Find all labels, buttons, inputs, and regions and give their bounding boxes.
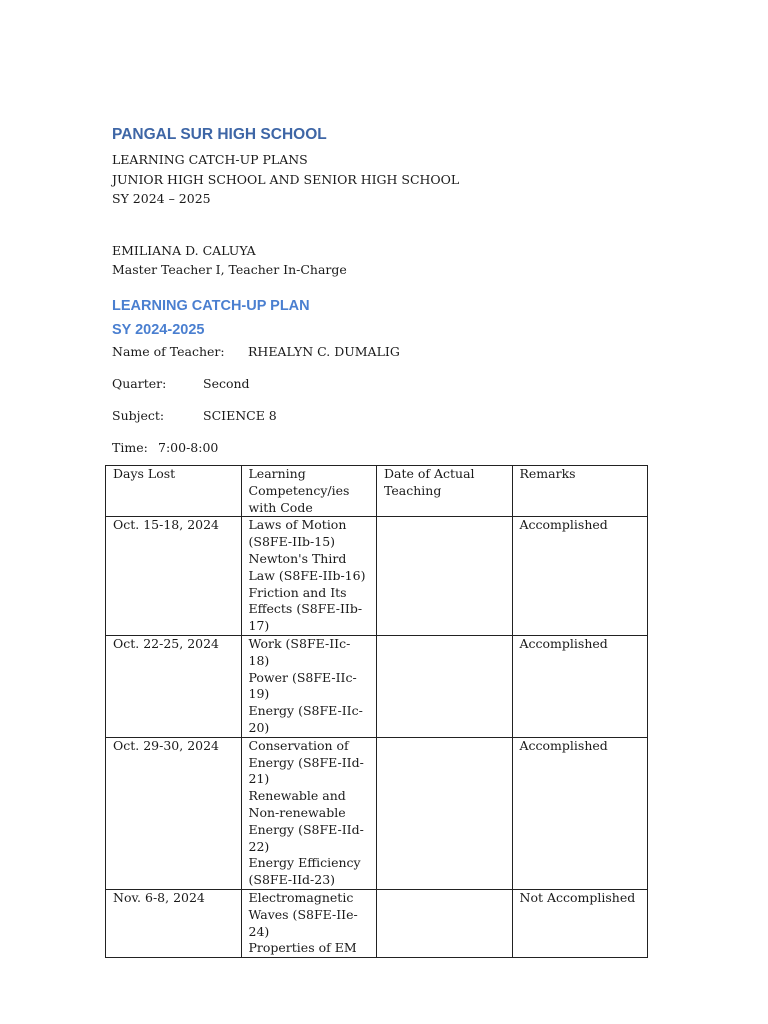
date-teaching-cell — [377, 517, 513, 636]
table-header-row — [106, 466, 648, 517]
header-remarks: Remarks — [512, 466, 648, 517]
person-name: EMILIANA D. CALUYA — [112, 242, 256, 258]
table-row — [106, 517, 648, 636]
subject-field — [112, 406, 652, 425]
competency-item: Power (S8FE-IIc-19) — [248, 669, 357, 702]
days-lost-cell: Oct. 22-25, 2024 — [106, 635, 242, 737]
quarter-value: Second — [203, 375, 250, 391]
header-competency: Learning Competency/ies with Code — [241, 466, 377, 517]
teacher-label: Name of Teacher: — [112, 343, 225, 359]
remarks-cell: Not Accomplished — [512, 889, 648, 957]
competency-item: Work (S8FE-IIc-18) — [248, 635, 351, 668]
competency-item: Newton's Third Law (S8FE-IIb-16) — [248, 550, 366, 583]
subject-value: SCIENCE 8 — [203, 407, 277, 423]
time-label: Time: — [112, 439, 148, 455]
competency-item: Properties of EM — [248, 940, 357, 956]
document-page — [112, 124, 652, 470]
quarter-label: Quarter: — [112, 375, 167, 391]
date-teaching-cell — [377, 889, 513, 957]
days-lost-cell: Oct. 29-30, 2024 — [106, 737, 242, 889]
days-lost-cell: Oct. 15-18, 2024 — [106, 517, 242, 636]
competency-cell — [241, 737, 377, 889]
plan-heading: LEARNING CATCH-UP PLAN — [112, 297, 310, 314]
competency-item: Friction and Its Effects (S8FE-IIb-17) — [248, 584, 363, 634]
days-lost-cell: Nov. 6-8, 2024 — [106, 889, 242, 957]
competency-cell — [241, 889, 377, 957]
remarks-cell: Accomplished — [512, 635, 648, 737]
remarks-cell: Accomplished — [512, 517, 648, 636]
school-name: PANGAL SUR HIGH SCHOOL — [112, 126, 327, 143]
header-days-lost: Days Lost — [106, 466, 242, 517]
competency-item: Laws of Motion (S8FE-IIb-15) — [248, 517, 347, 550]
teacher-value: RHEALYN C. DUMALIG — [248, 343, 400, 359]
header-date-teaching: Date of Actual Teaching — [377, 466, 513, 517]
table-row — [106, 635, 648, 737]
teacher-field — [112, 342, 652, 361]
subject-label: Subject: — [112, 407, 165, 423]
competency-item: Renewable and Non-renewable Energy (S8FE-IId-22) — [248, 788, 364, 854]
competency-item: Electromagnetic Waves (S8FE-IIe-24) — [248, 889, 358, 939]
person-title: Master Teacher I, Teacher In-Charge — [112, 262, 347, 277]
competency-item: Energy (S8FE-IIc-20) — [248, 703, 363, 735]
time-value: 7:00-8:00 — [158, 439, 219, 455]
competency-cell — [241, 517, 377, 636]
catch-up-table — [105, 465, 648, 958]
competency-item: Conservation of Energy (S8FE-IId-21) — [248, 737, 364, 787]
header-line-levels: JUNIOR HIGH SCHOOL AND SENIOR HIGH SCHOOL — [112, 171, 460, 187]
plan-school-year: SY 2024-2025 — [112, 321, 205, 338]
date-teaching-cell — [377, 737, 513, 889]
table-row — [106, 737, 648, 889]
header-line-plans: LEARNING CATCH-UP PLANS — [112, 152, 308, 167]
date-teaching-cell — [377, 635, 513, 737]
header-line-school-year: SY 2024 – 2025 — [112, 191, 211, 206]
time-field — [112, 438, 652, 457]
competency-item: Energy Efficiency (S8FE-IId-23) — [248, 855, 361, 888]
competency-cell — [241, 635, 377, 737]
table-row — [106, 889, 648, 957]
remarks-cell: Accomplished — [512, 737, 648, 889]
quarter-field — [112, 374, 652, 393]
